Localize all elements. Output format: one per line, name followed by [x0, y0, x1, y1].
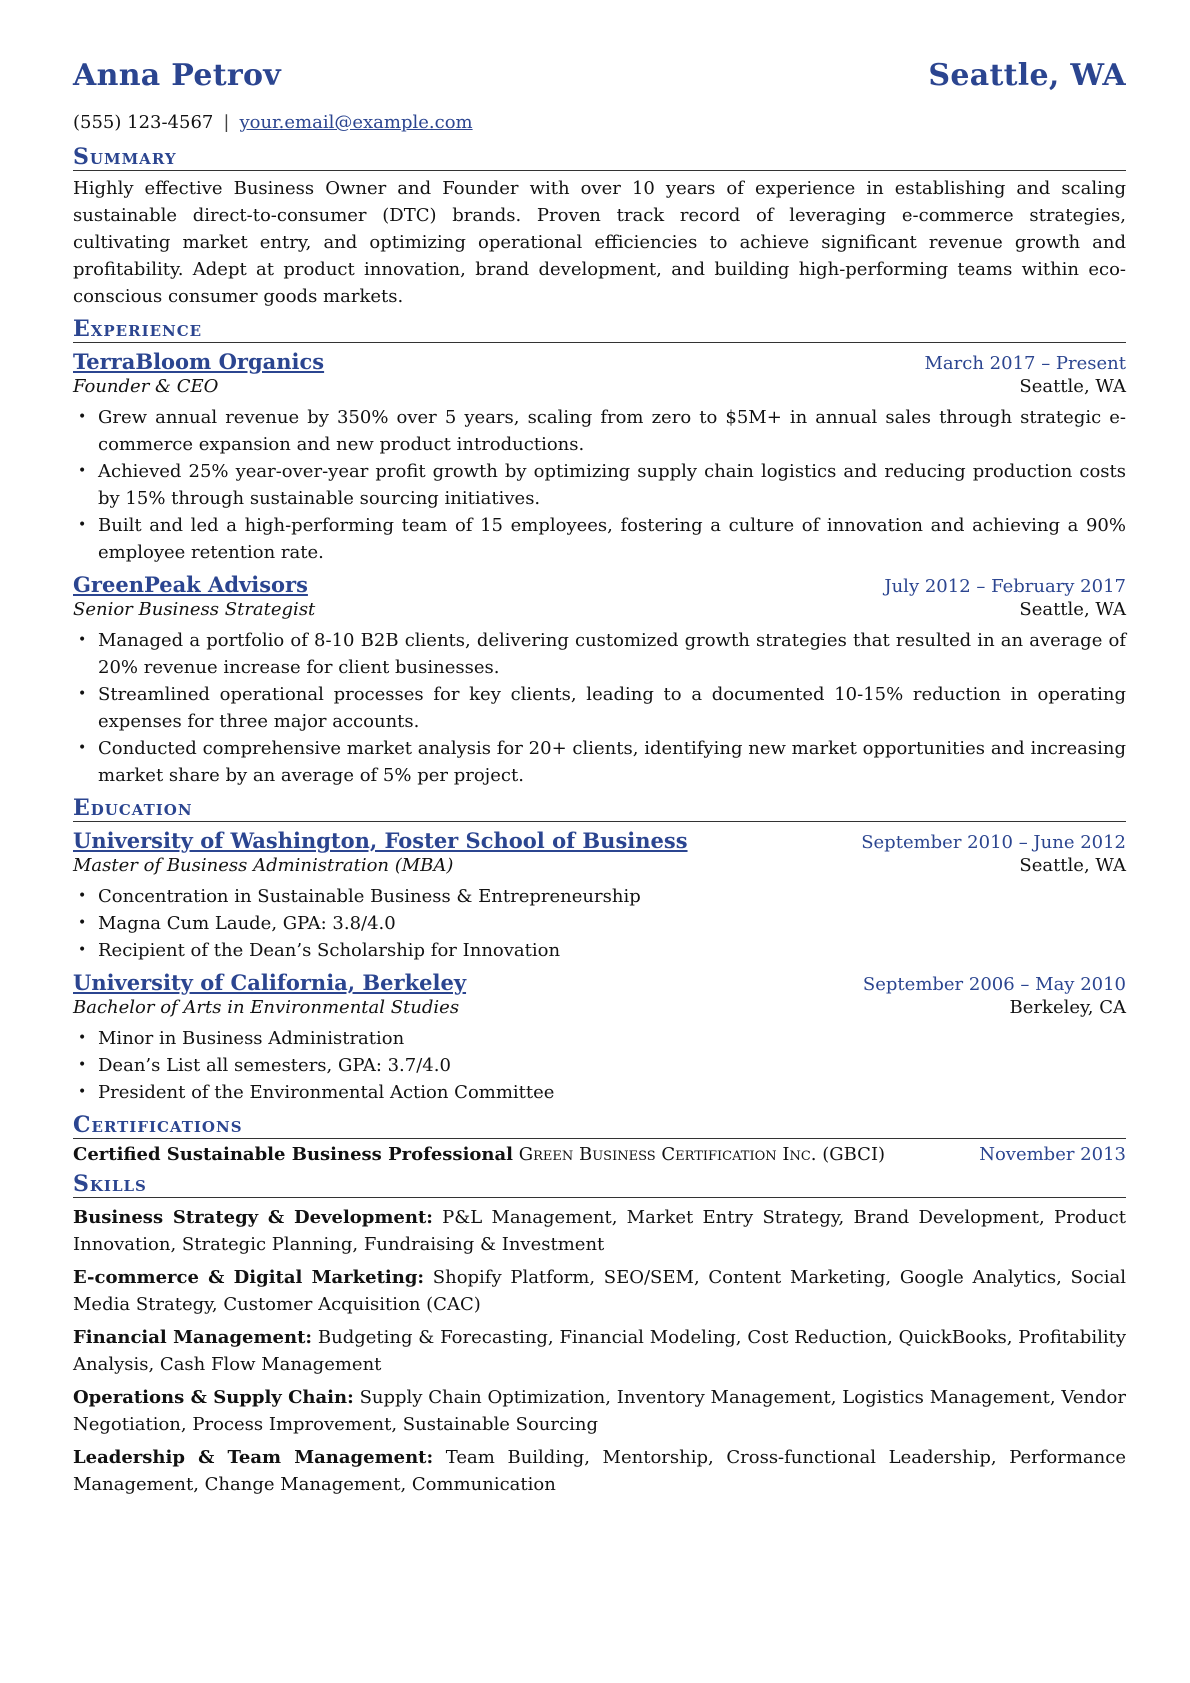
- skill-group-label: E-commerce & Digital Marketing:: [73, 1267, 425, 1288]
- bullet-icon: •: [78, 1030, 87, 1046]
- skill-group: [73, 1444, 1126, 1498]
- bullet-icon: •: [78, 409, 87, 425]
- summary-text: Highly effective Business Owner and Founder with over 10 years of experience in establishing and scaling sustainable direct-to-consumer (DTC) brands. Proven track record of leveraging e-commerce strategies, cultivating market entry, and optimizing operational efficiencies to achieve significant revenue growth and profitability. Adept at product innovation, brand development, and building high-performing teams within eco-conscious consumer goods markets.: [73, 178, 1126, 307]
- skill-group-text: Supply Chain Optimization, Inventory Management, Logistics Management, Vendor Negotiation, Process Improvement, Sustainable Sourcing: [73, 1387, 1126, 1435]
- skill-group: [73, 1324, 1126, 1378]
- list-item-text: Achieved 25% year-over-year profit growth by optimizing supply chain logistics and reducing production costs by 15% through sustainable sourcing initiatives.: [98, 461, 1126, 509]
- list-item: [73, 883, 1126, 910]
- skill-group-label: Business Strategy & Development:: [73, 1207, 433, 1228]
- skill-group-label: Financial Management:: [73, 1327, 313, 1348]
- header: [73, 58, 1126, 104]
- certification-date: November 2013: [979, 1144, 1126, 1165]
- list-item: [73, 1052, 1126, 1079]
- employer-link[interactable]: TerraBloom Organics: [73, 349, 325, 374]
- school-location: Berkeley, CA: [1009, 997, 1126, 1018]
- experience-heading: Experience: [73, 316, 1126, 343]
- experience-entry: [73, 572, 1126, 789]
- achievement-list: [73, 627, 1126, 789]
- certification-item: [73, 1144, 1126, 1165]
- candidate-name: Anna Petrov: [73, 58, 282, 93]
- study-dates: September 2010 – June 2012: [861, 832, 1126, 853]
- school-link[interactable]: University of California, Berkeley: [73, 970, 467, 995]
- bullet-icon: •: [78, 915, 87, 931]
- school-location: Seattle, WA: [1019, 855, 1126, 876]
- skill-group-text: P&L Management, Market Entry Strategy, Brand Development, Product Innovation, Strategic Planning, Fundraising & Investment: [73, 1207, 1126, 1255]
- contact-line: [73, 108, 1126, 138]
- certification-name: Certified Sustainable Business Professional: [73, 1144, 513, 1165]
- list-item: [73, 458, 1126, 512]
- list-item-text: Built and led a high-performing team of 15 employees, fostering a culture of innovation and achieving a 90% employee retention rate.: [98, 515, 1126, 563]
- study-dates: September 2006 – May 2010: [862, 974, 1126, 995]
- skill-group-text: Budgeting & Forecasting, Financial Modeling, Cost Reduction, QuickBooks, Profitability Analysis, Cash Flow Management: [73, 1327, 1126, 1375]
- job-title: Founder & CEO: [73, 376, 219, 397]
- education-details-list: [73, 883, 1126, 964]
- resume-page: [73, 58, 1126, 1498]
- contact-separator: |: [223, 112, 230, 133]
- list-item-text: Conducted comprehensive market analysis for 20+ clients, identifying new market opportunities and increasing market share by an average of 5% per project.: [98, 738, 1126, 786]
- bullet-icon: •: [78, 942, 87, 958]
- skill-group: [73, 1264, 1126, 1318]
- list-item-text: Magna Cum Laude, GPA: 3.8/4.0: [98, 913, 396, 934]
- list-item: [73, 910, 1126, 937]
- phone-number: (555) 123-4567: [73, 112, 214, 133]
- bullet-icon: •: [78, 632, 87, 648]
- bullet-icon: •: [78, 1084, 87, 1100]
- list-item-text: Managed a portfolio of 8-10 B2B clients, delivering customized growth strategies that resulted in an average of 20% revenue increase for client businesses.: [98, 630, 1126, 678]
- achievement-list: [73, 404, 1126, 566]
- degree-title: Master of Business Administration (MBA): [73, 855, 454, 876]
- certification-issuer: Green Business Certification Inc. (GBCI): [518, 1144, 886, 1165]
- list-item-text: Grew annual revenue by 350% over 5 years, scaling from zero to $5M+ in annual sales through strategic e-commerce expansion and new product introductions.: [98, 407, 1126, 455]
- bullet-icon: •: [78, 1057, 87, 1073]
- list-item: [73, 512, 1126, 566]
- school-link[interactable]: University of Washington, Foster School of Business: [73, 828, 688, 853]
- education-details-list: [73, 1025, 1126, 1106]
- list-item-text: Concentration in Sustainable Business & Entrepreneurship: [98, 886, 641, 907]
- bullet-icon: •: [78, 517, 87, 533]
- summary-heading: Summary: [73, 144, 1126, 171]
- list-item: [73, 937, 1126, 964]
- job-location: Seattle, WA: [1019, 599, 1126, 620]
- experience-entry: [73, 349, 1126, 566]
- skill-group-text: Team Building, Mentorship, Cross-functional Leadership, Performance Management, Change Management, Communication: [73, 1447, 1126, 1495]
- bullet-icon: •: [78, 740, 87, 756]
- employment-dates: March 2017 – Present: [924, 353, 1126, 374]
- list-item: [73, 1025, 1126, 1052]
- job-title: Senior Business Strategist: [73, 599, 316, 620]
- bullet-icon: •: [78, 463, 87, 479]
- skill-group-label: Operations & Supply Chain:: [73, 1387, 354, 1408]
- list-item-text: Minor in Business Administration: [98, 1028, 405, 1049]
- bullet-icon: •: [78, 686, 87, 702]
- bullet-icon: •: [78, 888, 87, 904]
- employer-link[interactable]: GreenPeak Advisors: [73, 572, 308, 597]
- list-item-text: Dean’s List all semesters, GPA: 3.7/4.0: [98, 1055, 451, 1076]
- employment-dates: July 2012 – February 2017: [884, 576, 1126, 597]
- skill-group: [73, 1204, 1126, 1258]
- education-entry: [73, 970, 1126, 1106]
- list-item-text: President of the Environmental Action Committee: [98, 1082, 555, 1103]
- list-item: [73, 1079, 1126, 1106]
- certifications-heading: Certifications: [73, 1112, 1126, 1139]
- list-item: [73, 627, 1126, 681]
- job-location: Seattle, WA: [1019, 376, 1126, 397]
- list-item-text: Streamlined operational processes for key clients, leading to a documented 10-15% reduction in operating expenses for three major accounts.: [98, 684, 1126, 732]
- list-item: [73, 404, 1126, 458]
- candidate-location: Seattle, WA: [928, 58, 1126, 93]
- skill-group-text: Shopify Platform, SEO/SEM, Content Marketing, Google Analytics, Social Media Strategy, Customer Acquisition (CAC): [73, 1267, 1126, 1315]
- skill-group: [73, 1384, 1126, 1438]
- education-heading: Education: [73, 795, 1126, 822]
- list-item: [73, 735, 1126, 789]
- degree-title: Bachelor of Arts in Environmental Studies: [73, 997, 460, 1018]
- education-entry: [73, 828, 1126, 964]
- list-item-text: Recipient of the Dean’s Scholarship for Innovation: [98, 940, 561, 961]
- email-link[interactable]: your.email@example.com: [239, 112, 473, 133]
- skills-heading: Skills: [73, 1171, 1126, 1198]
- list-item: [73, 681, 1126, 735]
- skill-group-label: Leadership & Team Management:: [73, 1447, 434, 1468]
